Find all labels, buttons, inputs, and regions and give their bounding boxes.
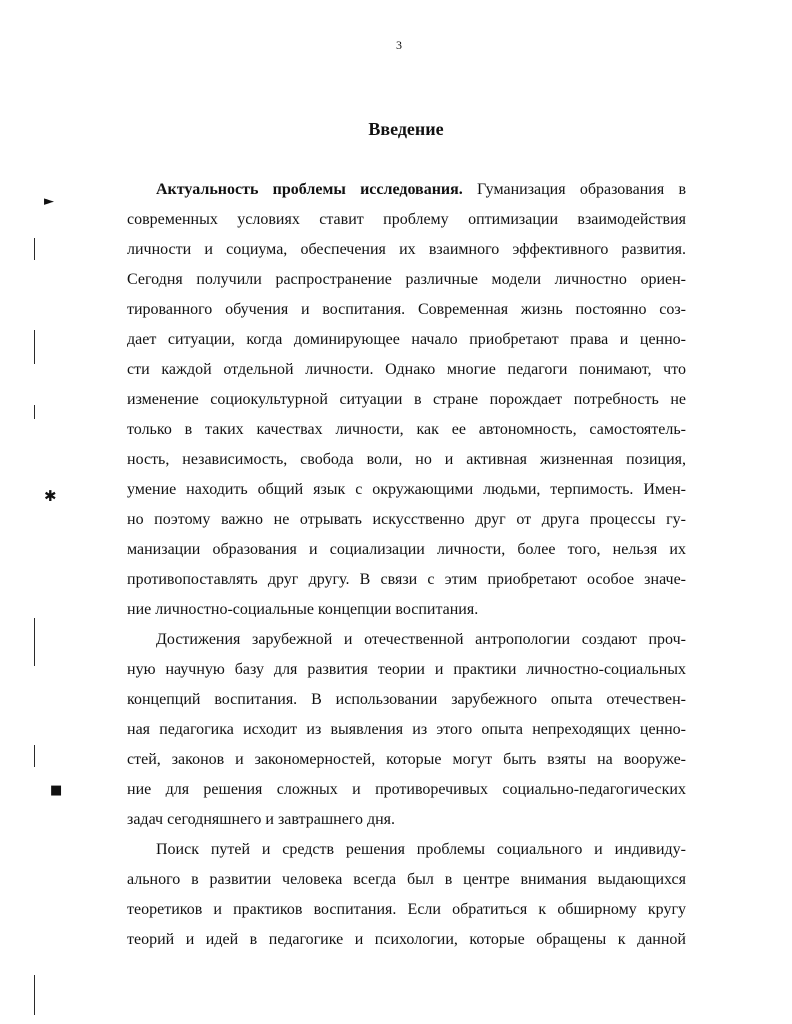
text-line: ная педагогика исходит из выявления из этого опыта непреходящих ценно-	[127, 721, 686, 738]
scan-artifact-line	[34, 238, 35, 260]
text-line: концепций воспитания. В использовании зарубежного опыта отечествен-	[127, 691, 686, 708]
scan-blot-icon: ►	[44, 194, 54, 209]
text-line: только в таких качествах личности, как ее автономность, самостоятель-	[127, 421, 686, 438]
text-line: умение находить общий язык с окружающими людьми, терпимость. Имен-	[127, 481, 686, 498]
page-title: Введение	[368, 119, 444, 139]
text-line: современных условиях ставит проблему оптимизации взаимодействия	[127, 211, 686, 228]
text-line: изменение социокультурной ситуации в стране порождает потребность не	[127, 391, 686, 408]
text-line	[156, 175, 686, 204]
text-run: Гуманизация образования в	[462, 181, 687, 198]
text-line: дает ситуации, когда доминирующее начало приобретают права и ценно-	[127, 331, 686, 348]
text-line: стей, законов и закономерностей, которые могут быть взяты на вооруже-	[127, 751, 686, 768]
text-line: манизации образования и социализации личности, более того, нельзя их	[127, 541, 686, 558]
text-line: теоретиков и практиков воспитания. Если обратиться к обширному кругу	[127, 901, 686, 918]
scan-artifact-line	[34, 330, 35, 364]
text-line: задач сегодняшнего и завтрашнего дня.	[127, 811, 396, 828]
text-line: Поиск путей и средств решения проблемы социального и индивиду-	[156, 841, 686, 858]
text-line: личности и социума, обеспечения их взаимного эффективного развития.	[127, 241, 686, 258]
scan-artifact-line	[34, 745, 35, 767]
scan-artifact-line	[34, 975, 35, 1015]
text-line: ность, независимость, свобода воли, но и активная жизненная позиция,	[127, 451, 686, 468]
text-line: сти каждой отдельной личности. Однако многие педагоги понимают, что	[127, 361, 686, 378]
text-line: ние для решения сложных и противоречивых социально-педагогических	[127, 781, 686, 798]
scan-blot-icon: ✱	[44, 487, 57, 505]
text-line: Достижения зарубежной и отечественной антропологии создают проч-	[156, 631, 686, 648]
text-line: ние личностно-социальные концепции воспитания.	[127, 601, 479, 618]
text-line: противопоставлять друг другу. В связи с этим приобретают особое значе-	[127, 571, 686, 588]
text-line: но поэтому важно не отрывать искусственно друг от друга процессы гу-	[127, 511, 686, 528]
page-number: 3	[396, 38, 402, 52]
text-line: ального в развитии человека всегда был в центре внимания выдающихся	[127, 871, 686, 888]
text-line: ную научную базу для развития теории и практики личностно-социальных	[127, 661, 686, 678]
text-line: тированного обучения и воспитания. Современная жизнь постоянно соз-	[127, 301, 686, 318]
text-line: Сегодня получили распространение различные модели личностно ориен-	[127, 271, 686, 288]
section-heading-inline: Актуальность проблемы исследования.	[156, 181, 463, 198]
text-line: теорий и идей в педагогике и психологии, которые обращены к данной	[127, 931, 686, 948]
scan-blot-icon: ■	[50, 783, 63, 798]
scan-artifact-line	[34, 618, 35, 666]
scan-artifact-line	[34, 405, 35, 419]
